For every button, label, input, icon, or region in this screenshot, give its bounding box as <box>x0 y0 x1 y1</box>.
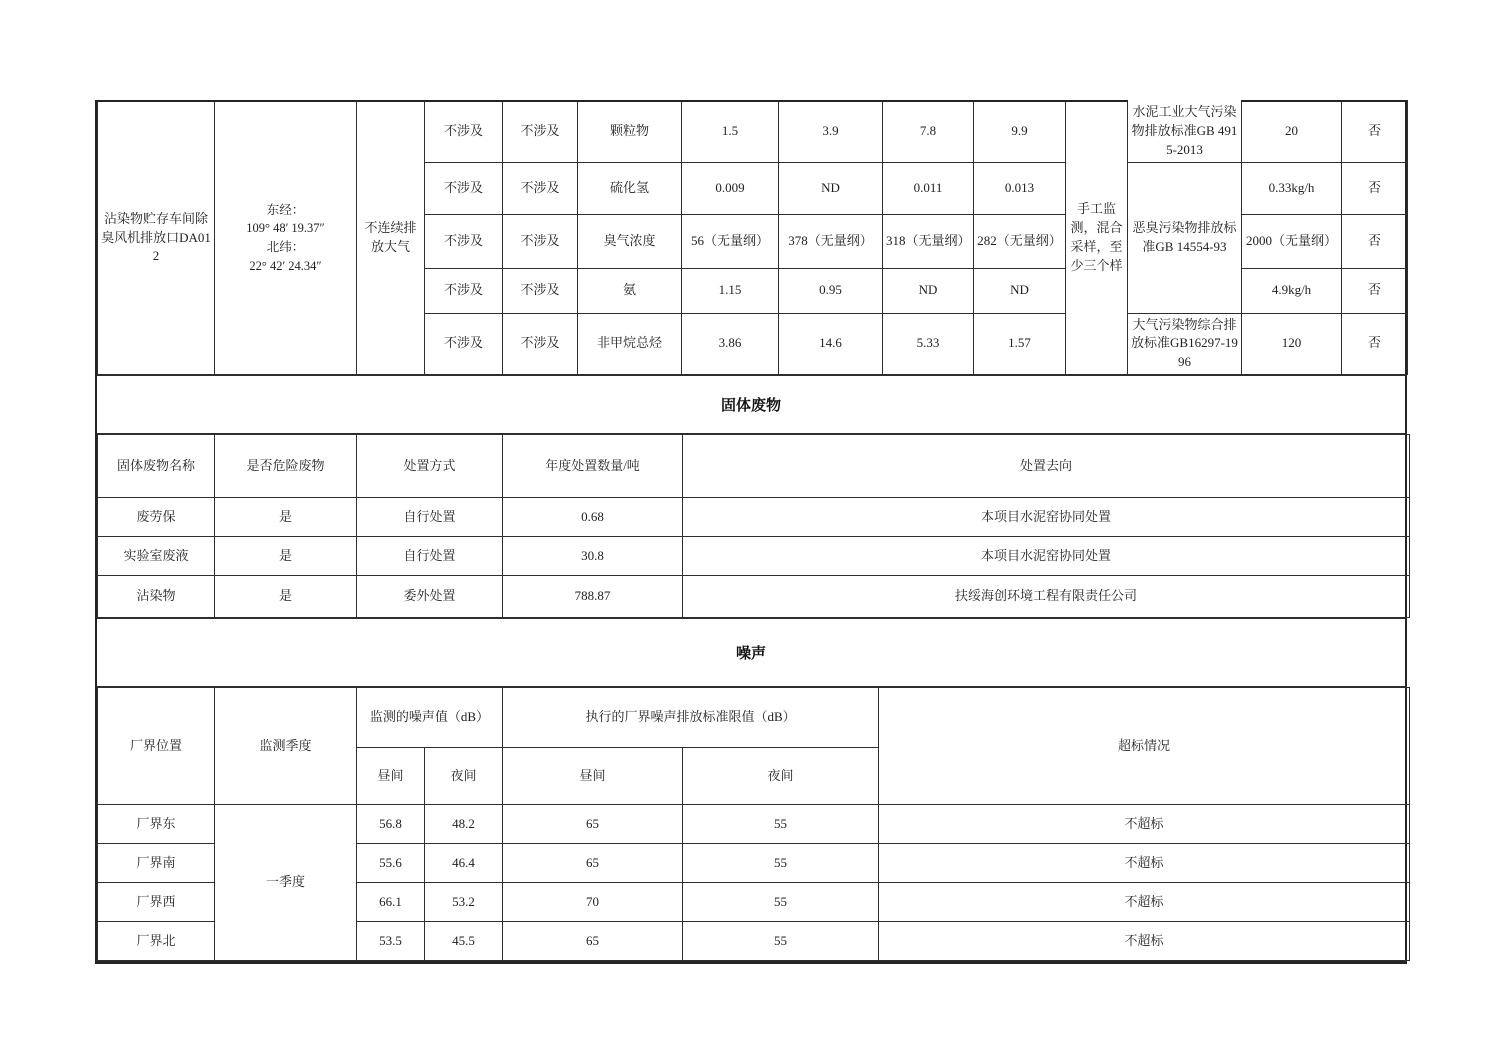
air-row-particulate <box>98 101 1408 162</box>
noise-header-day: 昼间 <box>357 748 425 805</box>
noise-location-cell: 厂界东 <box>98 805 215 844</box>
air-emission-table <box>97 100 1408 375</box>
air-standard-cell-cement: 水泥工业大气污染物排放标准GB 4915-2013 <box>1128 101 1242 162</box>
air-limit-cell: 20 <box>1242 101 1342 162</box>
noise-day-limit-cell: 65 <box>503 805 683 844</box>
solid-waste-method-cell: 委外处置 <box>357 576 503 618</box>
air-exceed-cell: 否 <box>1342 101 1408 162</box>
noise-exceed-cell: 不超标 <box>879 844 1410 883</box>
air-na-cell: 不涉及 <box>503 162 578 214</box>
noise-night-limit-cell: 55 <box>683 922 879 961</box>
solid-waste-row <box>98 576 1410 618</box>
section-title-solid-waste: 固体废物 <box>97 375 1405 434</box>
solid-waste-header-amount: 年度处置数量/吨 <box>503 435 683 498</box>
noise-header-monitored-values: 监测的噪声值（dB） <box>357 688 503 748</box>
air-value-cell: 5.33 <box>883 313 974 375</box>
air-value-cell: 9.9 <box>974 101 1066 162</box>
solid-waste-row <box>98 537 1410 576</box>
noise-day-limit-cell: 65 <box>503 844 683 883</box>
air-outlet-name-cell: 沾染物贮存车间除臭风机排放口DA012 <box>98 101 215 375</box>
air-standard-cell-comprehensive: 大气污染物综合排放标准GB16297-1996 <box>1128 313 1242 375</box>
air-value-cell: 318（无量纲） <box>883 214 974 268</box>
air-limit-cell: 2000（无量纲） <box>1242 214 1342 268</box>
air-standard-cell-odor: 恶臭污染物排放标准GB 14554-93 <box>1128 162 1242 313</box>
air-value-cell: 0.009 <box>682 162 779 214</box>
solid-waste-name-cell: 废劳保 <box>98 498 215 537</box>
solid-waste-name-cell: 沾染物 <box>98 576 215 618</box>
noise-night-value-cell: 53.2 <box>425 883 503 922</box>
noise-night-limit-cell: 55 <box>683 805 879 844</box>
air-na-cell: 不涉及 <box>425 268 503 313</box>
noise-night-value-cell: 46.4 <box>425 844 503 883</box>
noise-header-quarter: 监测季度 <box>215 688 357 805</box>
air-limit-cell: 0.33kg/h <box>1242 162 1342 214</box>
air-value-cell: 1.15 <box>682 268 779 313</box>
air-value-cell: 1.5 <box>682 101 779 162</box>
solid-waste-header-hazardous: 是否危险废物 <box>215 435 357 498</box>
coordinate-longitude-value: 109° 48′ 19.37″ <box>246 221 325 236</box>
air-value-cell: 3.86 <box>682 313 779 375</box>
noise-header-location: 厂界位置 <box>98 688 215 805</box>
solid-waste-destination-cell: 扶绥海创环境工程有限责任公司 <box>683 576 1410 618</box>
air-na-cell: 不涉及 <box>425 162 503 214</box>
air-na-cell: 不涉及 <box>503 268 578 313</box>
noise-day-limit-cell: 65 <box>503 922 683 961</box>
solid-waste-amount-cell: 30.8 <box>503 537 683 576</box>
air-pollutant-cell: 颗粒物 <box>578 101 682 162</box>
air-na-cell: 不涉及 <box>503 101 578 162</box>
noise-day-value-cell: 53.5 <box>357 922 425 961</box>
coordinate-latitude-label: 北纬： <box>266 240 305 255</box>
noise-night-limit-cell: 55 <box>683 883 879 922</box>
air-exceed-cell: 否 <box>1342 313 1408 375</box>
solid-waste-table <box>97 434 1410 618</box>
solid-waste-header-destination: 处置去向 <box>683 435 1410 498</box>
air-value-cell: ND <box>974 268 1066 313</box>
air-discharge-mode-cell: 不连续排放大气 <box>357 101 425 375</box>
solid-waste-header-row <box>98 435 1410 498</box>
air-value-cell: 7.8 <box>883 101 974 162</box>
noise-header-night: 夜间 <box>425 748 503 805</box>
solid-waste-header-name: 固体废物名称 <box>98 435 215 498</box>
solid-waste-hazardous-cell: 是 <box>215 576 357 618</box>
air-na-cell: 不涉及 <box>425 101 503 162</box>
section-title-noise: 噪声 <box>97 618 1405 687</box>
noise-night-value-cell: 45.5 <box>425 922 503 961</box>
air-sampling-method-cell: 手工监测，混合采样，至少三个样 <box>1066 101 1128 375</box>
solid-waste-method-cell: 自行处置 <box>357 498 503 537</box>
noise-location-cell: 厂界南 <box>98 844 215 883</box>
air-value-cell: 1.57 <box>974 313 1066 375</box>
solid-waste-destination-cell: 本项目水泥窑协同处置 <box>683 498 1410 537</box>
noise-exceed-cell: 不超标 <box>879 883 1410 922</box>
monitoring-report-page <box>95 100 1407 964</box>
air-pollutant-cell: 臭气浓度 <box>578 214 682 268</box>
air-limit-cell: 4.9kg/h <box>1242 268 1342 313</box>
air-value-cell: ND <box>779 162 883 214</box>
noise-header-standard-limits: 执行的厂界噪声排放标准限值（dB） <box>503 688 879 748</box>
air-pollutant-cell: 氨 <box>578 268 682 313</box>
air-value-cell: 378（无量纲） <box>779 214 883 268</box>
noise-header-row-top <box>98 688 1410 748</box>
air-pollutant-cell: 硫化氢 <box>578 162 682 214</box>
air-na-cell: 不涉及 <box>425 214 503 268</box>
air-value-cell: 0.013 <box>974 162 1066 214</box>
noise-day-value-cell: 56.8 <box>357 805 425 844</box>
noise-night-limit-cell: 55 <box>683 844 879 883</box>
solid-waste-row <box>98 498 1410 537</box>
air-outlet-coordinates-cell <box>215 101 357 375</box>
air-value-cell: 14.6 <box>779 313 883 375</box>
solid-waste-destination-cell: 本项目水泥窑协同处置 <box>683 537 1410 576</box>
noise-day-value-cell: 66.1 <box>357 883 425 922</box>
noise-header-night: 夜间 <box>683 748 879 805</box>
air-exceed-cell: 否 <box>1342 162 1408 214</box>
noise-day-limit-cell: 70 <box>503 883 683 922</box>
noise-day-value-cell: 55.6 <box>357 844 425 883</box>
noise-quarter-cell: 一季度 <box>215 805 357 961</box>
solid-waste-header-method: 处置方式 <box>357 435 503 498</box>
noise-exceed-cell: 不超标 <box>879 922 1410 961</box>
noise-row-east <box>98 805 1410 844</box>
noise-header-day: 昼间 <box>503 748 683 805</box>
solid-waste-name-cell: 实验室废液 <box>98 537 215 576</box>
noise-table <box>97 687 1410 961</box>
air-value-cell: 3.9 <box>779 101 883 162</box>
air-exceed-cell: 否 <box>1342 268 1408 313</box>
air-value-cell: 282（无量纲） <box>974 214 1066 268</box>
noise-location-cell: 厂界西 <box>98 883 215 922</box>
solid-waste-method-cell: 自行处置 <box>357 537 503 576</box>
air-value-cell: 56（无量纲） <box>682 214 779 268</box>
air-exceed-cell: 否 <box>1342 214 1408 268</box>
coordinate-latitude-value: 22° 42′ 24.34″ <box>249 258 322 273</box>
air-value-cell: ND <box>883 268 974 313</box>
coordinate-longitude-label: 东经： <box>266 202 305 217</box>
air-na-cell: 不涉及 <box>425 313 503 375</box>
air-value-cell: 0.95 <box>779 268 883 313</box>
solid-waste-amount-cell: 788.87 <box>503 576 683 618</box>
noise-location-cell: 厂界北 <box>98 922 215 961</box>
air-na-cell: 不涉及 <box>503 313 578 375</box>
noise-header-exceed: 超标情况 <box>879 688 1410 805</box>
solid-waste-amount-cell: 0.68 <box>503 498 683 537</box>
solid-waste-hazardous-cell: 是 <box>215 498 357 537</box>
solid-waste-hazardous-cell: 是 <box>215 537 357 576</box>
air-na-cell: 不涉及 <box>503 214 578 268</box>
air-pollutant-cell: 非甲烷总烃 <box>578 313 682 375</box>
air-value-cell: 0.011 <box>883 162 974 214</box>
noise-exceed-cell: 不超标 <box>879 805 1410 844</box>
air-limit-cell: 120 <box>1242 313 1342 375</box>
noise-night-value-cell: 48.2 <box>425 805 503 844</box>
